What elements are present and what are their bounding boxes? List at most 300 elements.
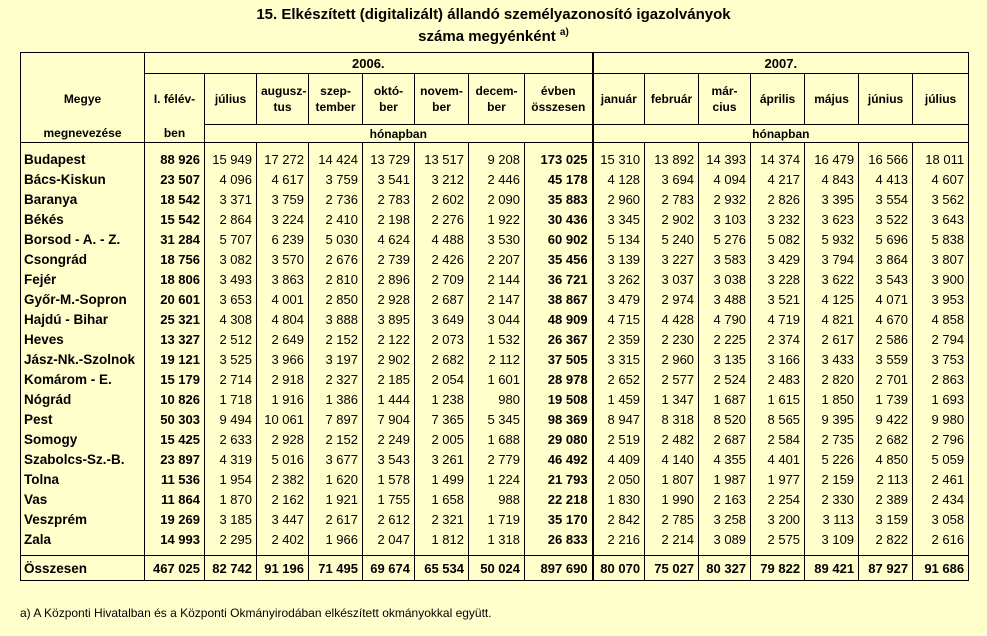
cell-value: 2 649 xyxy=(257,329,309,349)
cell-value: 2 709 xyxy=(415,269,469,289)
cell-value: 2 652 xyxy=(593,369,645,389)
cell-value: 98 369 xyxy=(525,409,593,429)
cell-value: 4 858 xyxy=(913,309,969,329)
cell-value: 4 428 xyxy=(645,309,699,329)
cell-value: 1 755 xyxy=(363,489,415,509)
cell-value: 2 461 xyxy=(913,469,969,489)
cell-value: 14 393 xyxy=(699,149,751,169)
cell-value: 46 492 xyxy=(525,449,593,469)
cell-value: 3 395 xyxy=(805,189,859,209)
cell-value: 2 735 xyxy=(805,429,859,449)
header-month-2007: január xyxy=(593,74,645,125)
cell-value: 1 615 xyxy=(751,389,805,409)
cell-value: 4 850 xyxy=(859,449,913,469)
cell-value: 2 382 xyxy=(257,469,309,489)
cell-value: 3 037 xyxy=(645,269,699,289)
cell-value: 1 830 xyxy=(593,489,645,509)
cell-value: 31 284 xyxy=(145,229,205,249)
cell-value: 2 276 xyxy=(415,209,469,229)
header-month-2006: évben összesen xyxy=(525,74,593,125)
cell-value: 3 212 xyxy=(415,169,469,189)
cell-value: 3 541 xyxy=(363,169,415,189)
cell-value: 3 261 xyxy=(415,449,469,469)
cell-value: 4 715 xyxy=(593,309,645,329)
header-year-2006: 2006. xyxy=(145,53,593,74)
cell-value: 9 395 xyxy=(805,409,859,429)
cell-value: 29 080 xyxy=(525,429,593,449)
cell-value: 2 147 xyxy=(469,289,525,309)
cell-value: 3 185 xyxy=(205,509,257,529)
cell-value: 1 990 xyxy=(645,489,699,509)
cell-value: 2 687 xyxy=(415,289,469,309)
cell-value: 4 071 xyxy=(859,289,913,309)
cell-value: 2 826 xyxy=(751,189,805,209)
cell-value: 3 753 xyxy=(913,349,969,369)
cell-value: 2 144 xyxy=(469,269,525,289)
county-name: Hajdú - Bihar xyxy=(21,309,145,329)
county-name: Veszprém xyxy=(21,509,145,529)
total-row xyxy=(21,556,969,581)
cell-value: 2 112 xyxy=(469,349,525,369)
header-month-2006: novem- ber xyxy=(415,74,469,125)
cell-value: 37 505 xyxy=(525,349,593,369)
cell-value: 26 833 xyxy=(525,529,593,549)
cell-value: 1 812 xyxy=(415,529,469,549)
cell-value: 82 742 xyxy=(205,556,257,581)
cell-value: 2 162 xyxy=(257,489,309,509)
header-month-2006: októ- ber xyxy=(363,74,415,125)
cell-value: 15 179 xyxy=(145,369,205,389)
cell-value: 3 089 xyxy=(699,529,751,549)
cell-value: 2 633 xyxy=(205,429,257,449)
cell-value: 9 422 xyxy=(859,409,913,429)
cell-value: 3 103 xyxy=(699,209,751,229)
table-row xyxy=(21,309,969,329)
cell-value: 1 578 xyxy=(363,469,415,489)
header-month-2006: decem- ber xyxy=(469,74,525,125)
cell-value: 3 135 xyxy=(699,349,751,369)
cell-value: 2 073 xyxy=(415,329,469,349)
header-month-2007: május xyxy=(805,74,859,125)
cell-value: 87 927 xyxy=(859,556,913,581)
county-name: Nógrád xyxy=(21,389,145,409)
table-row xyxy=(21,209,969,229)
cell-value: 2 586 xyxy=(859,329,913,349)
cell-value: 1 850 xyxy=(805,389,859,409)
cell-value: 4 821 xyxy=(805,309,859,329)
cell-value: 3 900 xyxy=(913,269,969,289)
cell-value: 4 001 xyxy=(257,289,309,309)
cell-value: 3 895 xyxy=(363,309,415,329)
cell-value: 2 794 xyxy=(913,329,969,349)
cell-value: 4 843 xyxy=(805,169,859,189)
table-row xyxy=(21,229,969,249)
cell-value: 3 224 xyxy=(257,209,309,229)
header-year-2007: 2007. xyxy=(593,53,969,74)
table-title-line2 xyxy=(0,27,987,45)
cell-value: 2 483 xyxy=(751,369,805,389)
header-unit-2007: hónapban xyxy=(593,125,969,143)
cell-value: 15 310 xyxy=(593,149,645,169)
cell-value: 2 295 xyxy=(205,529,257,549)
cell-value: 28 978 xyxy=(525,369,593,389)
header-unit-2006: hónapban xyxy=(205,125,593,143)
cell-value: 19 121 xyxy=(145,349,205,369)
cell-value: 2 783 xyxy=(363,189,415,209)
cell-value: 3 109 xyxy=(805,529,859,549)
cell-value: 1 966 xyxy=(309,529,363,549)
cell-value: 2 974 xyxy=(645,289,699,309)
cell-value: 2 163 xyxy=(699,489,751,509)
cell-value: 3 258 xyxy=(699,509,751,529)
county-name: Csongrád xyxy=(21,249,145,269)
table-row xyxy=(21,149,969,169)
cell-value: 2 682 xyxy=(859,429,913,449)
cell-value: 2 785 xyxy=(645,509,699,529)
cell-value: 3 649 xyxy=(415,309,469,329)
header-month-2007: július xyxy=(913,74,969,125)
county-name: Somogy xyxy=(21,429,145,449)
cell-value: 8 565 xyxy=(751,409,805,429)
cell-value: 2 359 xyxy=(593,329,645,349)
table-row xyxy=(21,269,969,289)
table-row xyxy=(21,349,969,369)
cell-value: 2 932 xyxy=(699,189,751,209)
county-name: Baranya xyxy=(21,189,145,209)
cell-value: 65 534 xyxy=(415,556,469,581)
cell-value: 2 822 xyxy=(859,529,913,549)
cell-value: 3 371 xyxy=(205,189,257,209)
header-first-half-bottom: ben xyxy=(145,125,205,143)
cell-value: 3 139 xyxy=(593,249,645,269)
cell-value: 897 690 xyxy=(525,556,593,581)
cell-value: 16 479 xyxy=(805,149,859,169)
cell-value: 4 719 xyxy=(751,309,805,329)
cell-value: 5 134 xyxy=(593,229,645,249)
cell-value: 4 488 xyxy=(415,229,469,249)
cell-value: 3 570 xyxy=(257,249,309,269)
cell-value: 3 522 xyxy=(859,209,913,229)
header-row-units xyxy=(21,125,969,143)
header-month-2006: augusz- tus xyxy=(257,74,309,125)
table-row xyxy=(21,329,969,349)
header-county-bottom: megnevezése xyxy=(21,125,145,143)
cell-value: 6 239 xyxy=(257,229,309,249)
cell-value: 2 512 xyxy=(205,329,257,349)
cell-value: 2 198 xyxy=(363,209,415,229)
cell-value: 2 779 xyxy=(469,449,525,469)
cell-value: 1 601 xyxy=(469,369,525,389)
cell-value: 11 864 xyxy=(145,489,205,509)
cell-value: 2 225 xyxy=(699,329,751,349)
cell-value: 2 918 xyxy=(257,369,309,389)
cell-value: 3 197 xyxy=(309,349,363,369)
cell-value: 1 347 xyxy=(645,389,699,409)
county-name: Jász-Nk.-Szolnok xyxy=(21,349,145,369)
cell-value: 1 499 xyxy=(415,469,469,489)
cell-value: 4 319 xyxy=(205,449,257,469)
cell-value: 2 402 xyxy=(257,529,309,549)
cell-value: 1 386 xyxy=(309,389,363,409)
cell-value: 1 318 xyxy=(469,529,525,549)
table-row xyxy=(21,289,969,309)
cell-value: 3 794 xyxy=(805,249,859,269)
footnote-mark: a) xyxy=(559,27,569,38)
cell-value: 1 954 xyxy=(205,469,257,489)
cell-value: 4 096 xyxy=(205,169,257,189)
cell-value: 10 061 xyxy=(257,409,309,429)
header-month-2007: április xyxy=(751,74,805,125)
cell-value: 1 620 xyxy=(309,469,363,489)
cell-value: 17 272 xyxy=(257,149,309,169)
cell-value: 3 694 xyxy=(645,169,699,189)
county-name: Budapest xyxy=(21,149,145,169)
cell-value: 1 688 xyxy=(469,429,525,449)
cell-value: 9 208 xyxy=(469,149,525,169)
cell-value: 3 228 xyxy=(751,269,805,289)
cell-value: 2 928 xyxy=(257,429,309,449)
table-row xyxy=(21,369,969,389)
cell-value: 36 721 xyxy=(525,269,593,289)
cell-value: 5 082 xyxy=(751,229,805,249)
cell-value: 2 054 xyxy=(415,369,469,389)
cell-value: 2 842 xyxy=(593,509,645,529)
cell-value: 4 140 xyxy=(645,449,699,469)
cell-value: 4 624 xyxy=(363,229,415,249)
cell-value: 2 152 xyxy=(309,429,363,449)
cell-value: 2 434 xyxy=(913,489,969,509)
cell-value: 2 820 xyxy=(805,369,859,389)
cell-value: 3 543 xyxy=(363,449,415,469)
cell-value: 1 739 xyxy=(859,389,913,409)
cell-value: 3 554 xyxy=(859,189,913,209)
cell-value: 3 159 xyxy=(859,509,913,529)
cell-value: 1 459 xyxy=(593,389,645,409)
cell-value: 38 867 xyxy=(525,289,593,309)
cell-value: 2 090 xyxy=(469,189,525,209)
cell-value: 2 701 xyxy=(859,369,913,389)
cell-value: 988 xyxy=(469,489,525,509)
cell-value: 15 542 xyxy=(145,209,205,229)
cell-value: 19 508 xyxy=(525,389,593,409)
cell-value: 2 230 xyxy=(645,329,699,349)
cell-value: 15 949 xyxy=(205,149,257,169)
cell-value: 3 433 xyxy=(805,349,859,369)
cell-value: 2 374 xyxy=(751,329,805,349)
cell-value: 35 170 xyxy=(525,509,593,529)
cell-value: 35 883 xyxy=(525,189,593,209)
cell-value: 22 218 xyxy=(525,489,593,509)
cell-value: 2 928 xyxy=(363,289,415,309)
cell-value: 2 254 xyxy=(751,489,805,509)
cell-value: 2 617 xyxy=(805,329,859,349)
cell-value: 15 425 xyxy=(145,429,205,449)
cell-value: 13 729 xyxy=(363,149,415,169)
cell-value: 13 892 xyxy=(645,149,699,169)
county-name: Borsod - A. - Z. xyxy=(21,229,145,249)
table-row xyxy=(21,509,969,529)
cell-value: 3 488 xyxy=(699,289,751,309)
cell-value: 11 536 xyxy=(145,469,205,489)
cell-value: 4 617 xyxy=(257,169,309,189)
county-name: Békés xyxy=(21,209,145,229)
table-row xyxy=(21,249,969,269)
county-name: Vas xyxy=(21,489,145,509)
cell-value: 3 559 xyxy=(859,349,913,369)
cell-value: 2 739 xyxy=(363,249,415,269)
cell-value: 2 185 xyxy=(363,369,415,389)
cell-value: 75 027 xyxy=(645,556,699,581)
cell-value: 2 864 xyxy=(205,209,257,229)
cell-value: 2 330 xyxy=(805,489,859,509)
cell-value: 8 520 xyxy=(699,409,751,429)
cell-value: 8 318 xyxy=(645,409,699,429)
cell-value: 2 616 xyxy=(913,529,969,549)
cell-value: 2 159 xyxy=(805,469,859,489)
cell-value: 2 216 xyxy=(593,529,645,549)
county-name: Bács-Kiskun xyxy=(21,169,145,189)
cell-value: 2 577 xyxy=(645,369,699,389)
cell-value: 4 355 xyxy=(699,449,751,469)
cell-value: 2 050 xyxy=(593,469,645,489)
cell-value: 467 025 xyxy=(145,556,205,581)
header-month-2006: szep- tember xyxy=(309,74,363,125)
cell-value: 26 367 xyxy=(525,329,593,349)
cell-value: 35 456 xyxy=(525,249,593,269)
cell-value: 3 759 xyxy=(309,169,363,189)
cell-value: 1 238 xyxy=(415,389,469,409)
cell-value: 88 926 xyxy=(145,149,205,169)
cell-value: 3 953 xyxy=(913,289,969,309)
cell-value: 1 916 xyxy=(257,389,309,409)
cell-value: 4 401 xyxy=(751,449,805,469)
header-row-years xyxy=(21,53,969,74)
table-row xyxy=(21,389,969,409)
cell-value: 2 214 xyxy=(645,529,699,549)
cell-value: 3 525 xyxy=(205,349,257,369)
cell-value: 5 932 xyxy=(805,229,859,249)
header-month-2006: július xyxy=(205,74,257,125)
cell-value: 3 653 xyxy=(205,289,257,309)
cell-value: 4 413 xyxy=(859,169,913,189)
table-row xyxy=(21,469,969,489)
cell-value: 5 226 xyxy=(805,449,859,469)
cell-value: 4 670 xyxy=(859,309,913,329)
cell-value: 45 178 xyxy=(525,169,593,189)
cell-value: 2 682 xyxy=(415,349,469,369)
cell-value: 14 993 xyxy=(145,529,205,549)
cell-value: 1 718 xyxy=(205,389,257,409)
cell-value: 3 315 xyxy=(593,349,645,369)
cell-value: 2 327 xyxy=(309,369,363,389)
county-name: Összesen xyxy=(21,556,145,581)
cell-value: 2 389 xyxy=(859,489,913,509)
cell-value: 9 494 xyxy=(205,409,257,429)
cell-value: 2 446 xyxy=(469,169,525,189)
cell-value: 1 977 xyxy=(751,469,805,489)
header-month-2007: már- cius xyxy=(699,74,751,125)
cell-value: 3 493 xyxy=(205,269,257,289)
cell-value: 4 128 xyxy=(593,169,645,189)
header-month-2007: február xyxy=(645,74,699,125)
county-name: Győr-M.-Sopron xyxy=(21,289,145,309)
cell-value: 3 262 xyxy=(593,269,645,289)
cell-value: 3 082 xyxy=(205,249,257,269)
cell-value: 1 444 xyxy=(363,389,415,409)
cell-value: 3 583 xyxy=(699,249,751,269)
cell-value: 50 024 xyxy=(469,556,525,581)
cell-value: 1 807 xyxy=(645,469,699,489)
cell-value: 60 902 xyxy=(525,229,593,249)
cell-value: 5 345 xyxy=(469,409,525,429)
header-row-months xyxy=(21,74,969,125)
cell-value: 2 902 xyxy=(363,349,415,369)
cell-value: 13 517 xyxy=(415,149,469,169)
cell-value: 4 409 xyxy=(593,449,645,469)
cell-value: 2 896 xyxy=(363,269,415,289)
cell-value: 3 562 xyxy=(913,189,969,209)
cell-value: 4 217 xyxy=(751,169,805,189)
cell-value: 2 005 xyxy=(415,429,469,449)
cell-value: 2 617 xyxy=(309,509,363,529)
cell-value: 4 308 xyxy=(205,309,257,329)
cell-value: 3 864 xyxy=(859,249,913,269)
cell-value: 13 327 xyxy=(145,329,205,349)
county-name: Tolna xyxy=(21,469,145,489)
cell-value: 980 xyxy=(469,389,525,409)
cell-value: 1 658 xyxy=(415,489,469,509)
cell-value: 3 530 xyxy=(469,229,525,249)
cell-value: 2 321 xyxy=(415,509,469,529)
cell-value: 2 676 xyxy=(309,249,363,269)
cell-value: 3 966 xyxy=(257,349,309,369)
cell-value: 2 519 xyxy=(593,429,645,449)
cell-value: 2 249 xyxy=(363,429,415,449)
cell-value: 2 207 xyxy=(469,249,525,269)
cell-value: 5 030 xyxy=(309,229,363,249)
cell-value: 7 365 xyxy=(415,409,469,429)
cell-value: 2 810 xyxy=(309,269,363,289)
cell-value: 3 113 xyxy=(805,509,859,529)
cell-value: 1 224 xyxy=(469,469,525,489)
cell-value: 18 806 xyxy=(145,269,205,289)
table-row xyxy=(21,429,969,449)
cell-value: 23 897 xyxy=(145,449,205,469)
cell-value: 2 687 xyxy=(699,429,751,449)
cell-value: 5 276 xyxy=(699,229,751,249)
cell-value: 3 807 xyxy=(913,249,969,269)
cell-value: 2 426 xyxy=(415,249,469,269)
cell-value: 1 987 xyxy=(699,469,751,489)
county-name: Komárom - E. xyxy=(21,369,145,389)
county-name: Szabolcs-Sz.-B. xyxy=(21,449,145,469)
cell-value: 3 166 xyxy=(751,349,805,369)
cell-value: 21 793 xyxy=(525,469,593,489)
cell-value: 5 059 xyxy=(913,449,969,469)
cell-value: 4 094 xyxy=(699,169,751,189)
cell-value: 16 566 xyxy=(859,149,913,169)
cell-value: 3 521 xyxy=(751,289,805,309)
cell-value: 80 070 xyxy=(593,556,645,581)
header-first-half: I. félév- xyxy=(145,74,205,125)
table-row xyxy=(21,489,969,509)
cell-value: 3 232 xyxy=(751,209,805,229)
cell-value: 3 429 xyxy=(751,249,805,269)
cell-value: 91 686 xyxy=(913,556,969,581)
cell-value: 23 507 xyxy=(145,169,205,189)
cell-value: 2 584 xyxy=(751,429,805,449)
cell-value: 3 863 xyxy=(257,269,309,289)
